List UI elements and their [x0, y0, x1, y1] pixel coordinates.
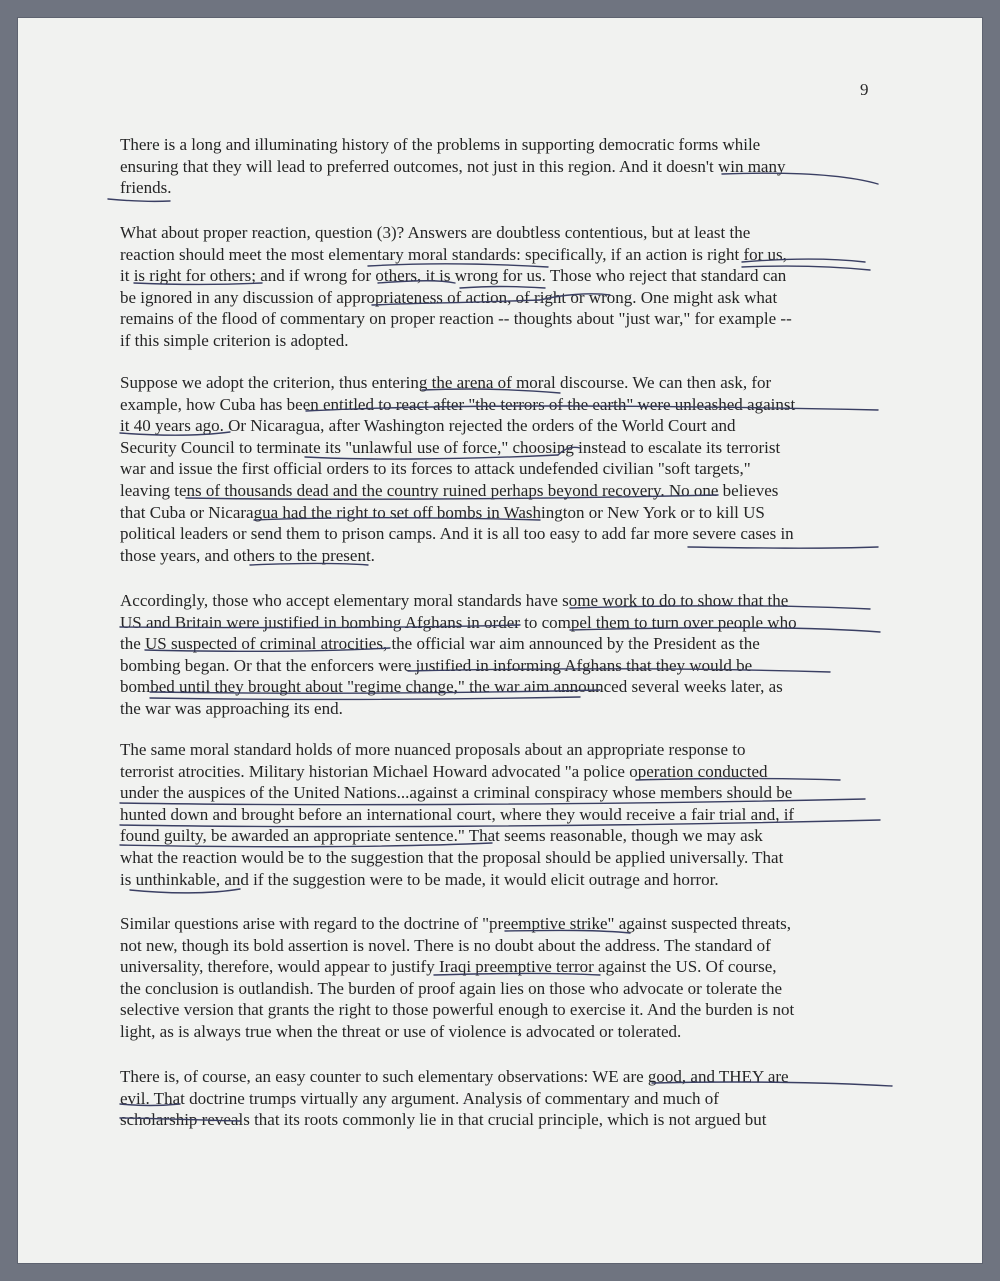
text-line: political leaders or send them to prison camps. And it is all too easy to add far more severe cases in — [120, 524, 794, 544]
text-line: bombed until they brought about "regime change," the war aim announced several weeks later, as — [120, 677, 783, 697]
text-line: reaction should meet the most elementary moral standards: specifically, if an action is right for us, — [120, 244, 787, 264]
text-line: the conclusion is outlandish. The burden of proof again lies on those who advocate or tolerate the — [120, 978, 783, 998]
text-line: be ignored in any discussion of appropriateness of action, of right or wrong. One might ask what — [120, 287, 778, 307]
text-line: under the auspices of the United Nations...against a criminal conspiracy whose members should be — [120, 783, 793, 803]
text-line: not new, though its bold assertion is novel. There is no doubt about the address. The standard of — [120, 935, 771, 955]
text-line: it 40 years ago. Or Nicaragua, after Washington rejected the orders of the World Court and — [120, 416, 736, 436]
text-line: Accordingly, those who accept elementary moral standards have some work to do to show that the — [120, 591, 789, 610]
text-line: it is right for others; and if wrong for others, it is wrong for us. Those who reject that standard can — [120, 266, 787, 286]
text-line: found guilty, be awarded an appropriate sentence." That seems reasonable, though we may ask — [120, 826, 763, 846]
text-line: The same moral standard holds of more nuanced proposals about an appropriate response to — [120, 740, 746, 759]
text-line: war and issue the first official orders to its forces to attack undefended civilian "soft targets," — [120, 459, 751, 479]
text-line: those years, and others to the present. — [120, 545, 375, 565]
text-line: if this simple criterion is adopted. — [120, 330, 349, 350]
text-line: friends. — [120, 178, 172, 198]
text-line: light, as is always true when the threat or use of violence is advocated or tolerated. — [120, 1021, 682, 1041]
text-line: the US suspected of criminal atrocities, the official war aim announced by the President as the — [120, 634, 760, 654]
paragraph — [120, 590, 797, 720]
paragraph — [120, 372, 795, 566]
text-line: remains of the flood of commentary on proper reaction -- thoughts about "just war," for example -- — [120, 309, 792, 329]
text-line: universality, therefore, would appear to justify Iraqi preemptive terror against the US. Of course, — [120, 957, 777, 977]
text-line: selective version that grants the right to those powerful enough to exercise it. And the burden is not — [120, 1000, 795, 1020]
text-line: example, how Cuba has been entitled to react after "the terrors of the earth" were unleashed against — [120, 394, 796, 414]
paragraph — [120, 1066, 789, 1131]
text-line: bombing began. Or that the enforcers were justified in informing Afghans that they would be — [120, 655, 753, 675]
page-number: 9 — [860, 80, 869, 99]
paragraph — [120, 739, 794, 890]
text-line: Security Council to terminate its "unlawful use of force," choosing instead to escalate its terrorist — [120, 437, 781, 457]
text-line: What about proper reaction, question (3)? Answers are doubtless contentious, but at least the — [120, 223, 751, 242]
text-line: the war was approaching its end. — [120, 698, 343, 718]
paragraph — [120, 222, 792, 352]
text-line: scholarship reveals that its roots commonly lie in that crucial principle, which is not argued but — [120, 1110, 767, 1130]
text-line: There is a long and illuminating history of the problems in supporting democratic forms while — [120, 135, 761, 154]
text-line: US and Britain were justified in bombing Afghans in order to compel them to turn over people who — [120, 612, 797, 632]
text-line: ensuring that they will lead to preferred outcomes, not just in this region. And it doesn't win many — [120, 156, 786, 176]
text-line: evil. That doctrine trumps virtually any argument. Analysis of commentary and much of — [120, 1088, 719, 1108]
paragraph — [120, 134, 785, 199]
text-line: Similar questions arise with regard to the doctrine of "preemptive strike" against suspected threats, — [120, 914, 792, 933]
text-line: is unthinkable, and if the suggestion were to be made, it would elicit outrage and horror. — [120, 869, 719, 889]
paragraph — [120, 913, 794, 1043]
text-line: Suppose we adopt the criterion, thus entering the arena of moral discourse. We can then ask, for — [120, 373, 772, 392]
text-line: that Cuba or Nicaragua had the right to set off bombs in Washington or New York or to kill US — [120, 502, 765, 522]
text-line: leaving tens of thousands dead and the country ruined perhaps beyond recovery. No one believes — [120, 480, 779, 500]
text-line: terrorist atrocities. Military historian Michael Howard advocated "a police operation conducted — [120, 761, 768, 781]
text-line: There is, of course, an easy counter to such elementary observations: WE are good, and THEY are — [120, 1067, 789, 1086]
text-line: hunted down and brought before an international court, where they would receive a fair trial and, if — [120, 804, 795, 824]
text-line: what the reaction would be to the suggestion that the proposal should be applied universally. That — [120, 847, 784, 867]
